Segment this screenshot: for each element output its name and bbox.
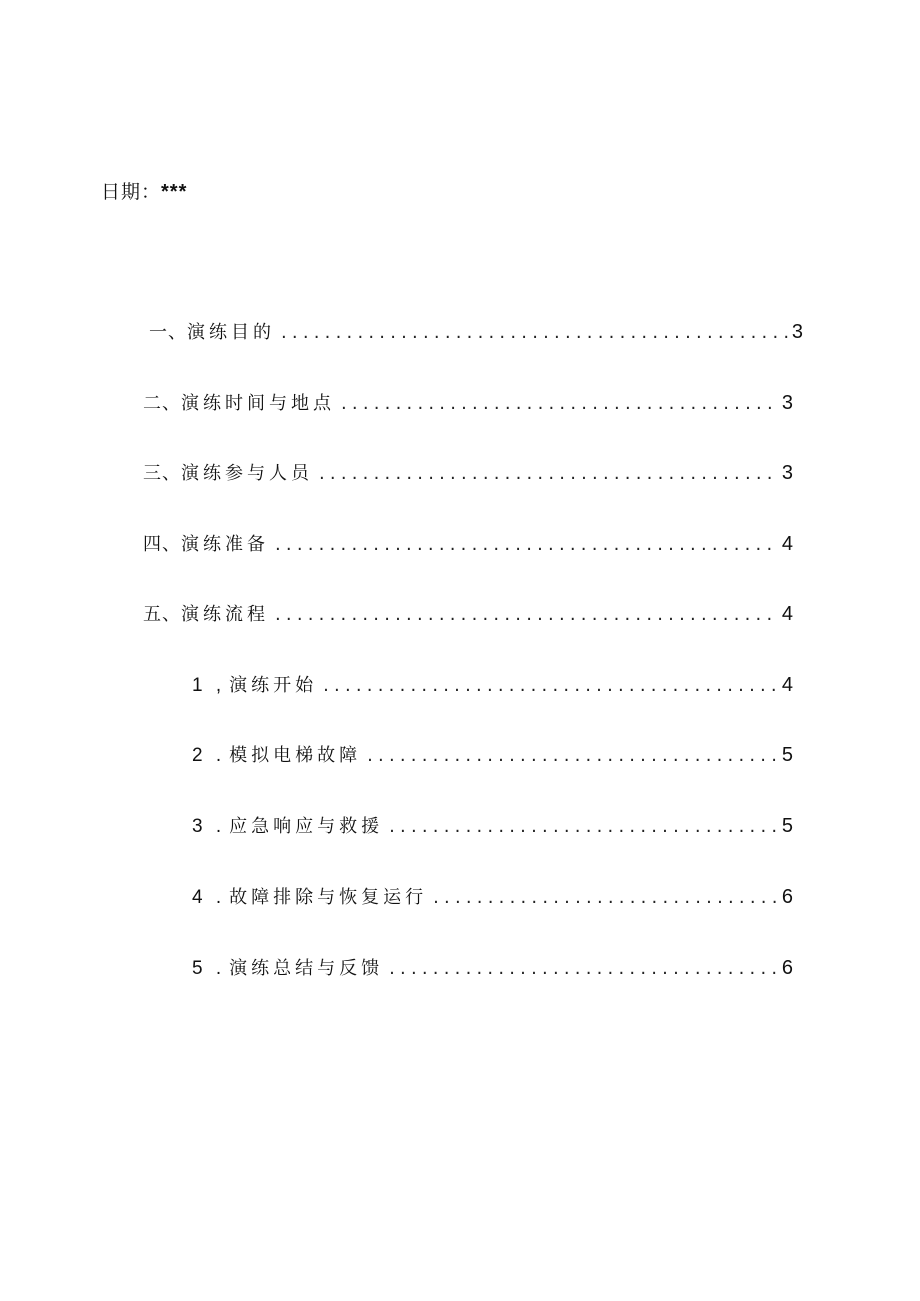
toc-dot-leader [275,600,778,630]
toc-page-number: 4 [781,603,793,625]
toc-dot-leader [319,459,778,489]
toc-entry-title: 演练参与人员 [181,463,313,484]
toc-page-number: 4 [781,533,793,555]
toc-entry-number: 五、 [143,604,181,625]
toc-entry-preparation[interactable] [143,529,793,559]
toc-entry-title: 演练准备 [181,534,269,555]
toc-dot-leader [367,741,778,771]
toc-entry-number: 四、 [143,534,181,555]
toc-entry-summary[interactable] [192,953,793,983]
toc-entry-emergency-response[interactable] [192,811,793,841]
toc-entry-title: 模拟电梯故障 [229,745,362,766]
toc-entry-number: 二、 [143,393,181,414]
toc-entry-simulate-fault[interactable] [192,740,793,770]
toc-entry-title: 演练流程 [181,604,269,625]
toc-dot-leader [281,318,788,348]
toc-entry-participants[interactable] [143,458,793,488]
toc-entry-number: 一、 [149,322,187,343]
toc-page-number: 3 [781,462,793,484]
toc-page-number: 6 [781,886,793,908]
toc-entry-drill-start[interactable] [192,670,793,700]
toc-entry-troubleshooting[interactable] [192,882,793,912]
date-value: *** [161,181,188,203]
toc-entry-title: 演练开始 [229,675,318,696]
toc-dot-leader [389,954,778,984]
toc-entry-number: 4 . [192,887,226,908]
toc-dot-leader [433,883,778,913]
toc-page-number: 5 [781,744,793,766]
toc-entry-purpose[interactable] [149,317,803,347]
date-label: 日期： [101,181,162,203]
toc-entry-title: 故障排除与恢复运行 [229,887,428,908]
toc-entry-number: 3 . [192,816,226,837]
toc-dot-leader [341,389,778,419]
toc-entry-number: 1 , [192,675,226,696]
toc-dot-leader [275,530,778,560]
toc-page-number: 3 [791,321,803,343]
toc-entry-title: 演练总结与反馈 [229,958,384,979]
toc-entry-time-location[interactable] [143,388,793,418]
toc-entry-title: 演练目的 [187,322,275,343]
toc-page-number: 3 [781,392,793,414]
toc-dot-leader [323,671,778,701]
toc-dot-leader [389,812,778,842]
toc-entry-process[interactable] [143,599,793,629]
toc-entry-number: 2 . [192,745,226,766]
toc-entry-title: 演练时间与地点 [181,393,335,414]
toc-page-number: 5 [781,815,793,837]
toc-entry-title: 应急响应与救援 [229,816,384,837]
toc-page-number: 6 [781,957,793,979]
toc-entry-number: 三、 [143,463,181,484]
toc-page-number: 4 [781,674,793,696]
toc-entry-number: 5 . [192,958,226,979]
